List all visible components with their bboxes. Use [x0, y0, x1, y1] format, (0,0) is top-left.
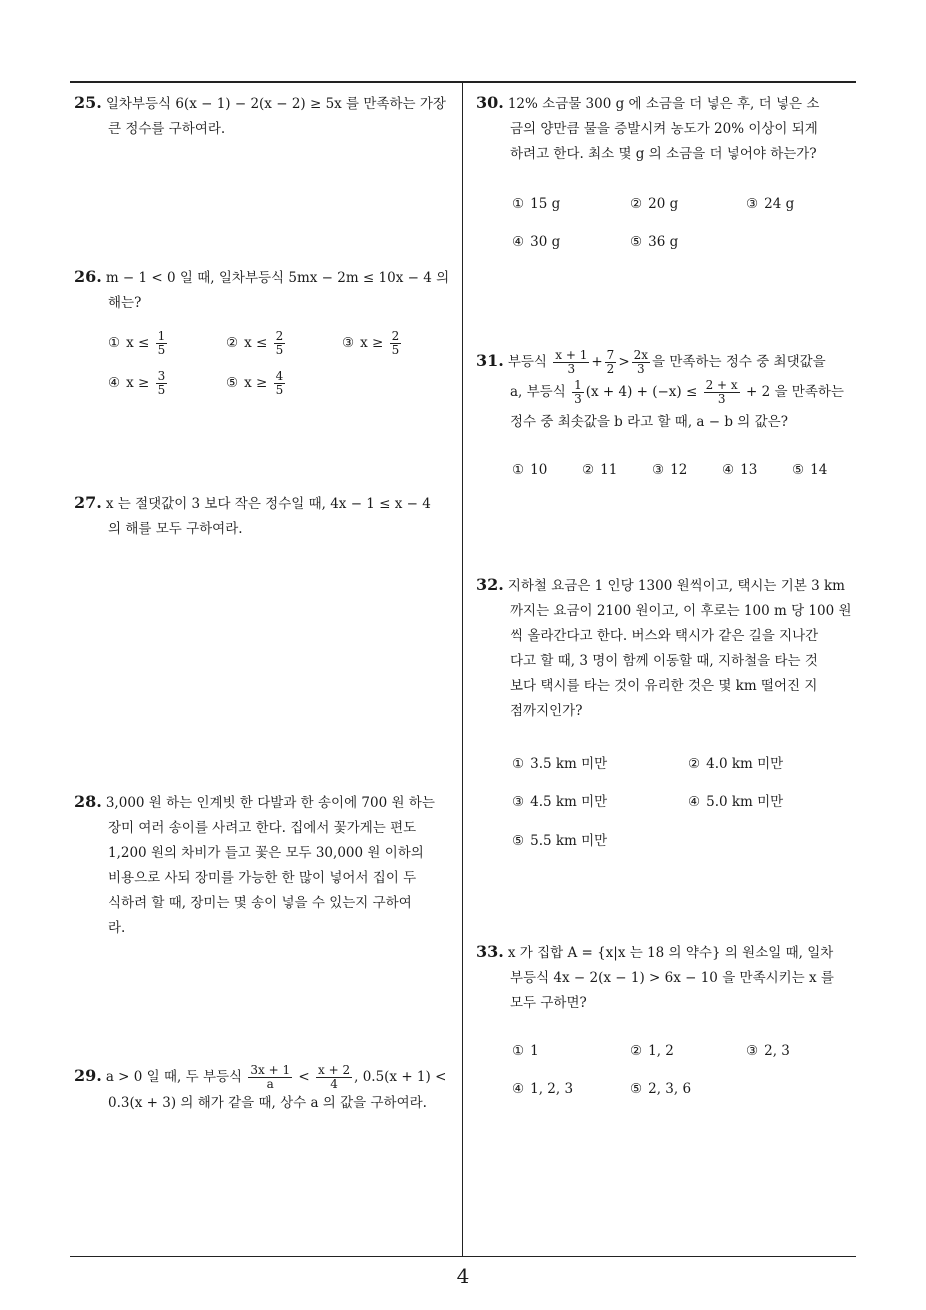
problem-26	[74, 264, 459, 316]
choice-1[interactable]	[108, 330, 169, 357]
problem-30-choices	[512, 196, 842, 256]
denominator: 3	[637, 362, 645, 376]
choice-1[interactable]	[512, 462, 547, 478]
problem-32	[476, 572, 861, 724]
fraction	[274, 330, 286, 357]
choice-mark: ②	[630, 196, 643, 212]
choice-text: 13	[740, 462, 758, 478]
problem-text: 하려고 한다. 최소 몇 g 의 소금을 더 넣어야 하는가?	[510, 146, 817, 162]
choice-text: 4.0 km 미만	[706, 756, 784, 772]
choice-4[interactable]	[108, 370, 169, 397]
denominator: 5	[157, 383, 166, 397]
problem-text: x 가 집합 A = {x|x 는 18 의 약수} 의 원소일 때, 일차	[507, 945, 834, 961]
problem-number: 31.	[476, 351, 504, 370]
choice-5[interactable]	[630, 234, 678, 250]
problem-25-stem	[74, 90, 459, 142]
problem-text: 부등식 4x − 2(x − 1) > 6x − 10 을 만족시키는 x 를	[510, 970, 834, 986]
choice-mark: ③	[746, 1043, 759, 1059]
choice-mark: ④	[512, 1081, 525, 1097]
choice-mark: ③	[746, 196, 759, 212]
choice-mark: ①	[108, 335, 121, 351]
fraction	[274, 370, 286, 397]
choice-mark: ①	[512, 196, 525, 212]
choice-mark: ⑤	[226, 375, 239, 391]
problem-text: 부등식	[507, 354, 547, 370]
problem-26-choices	[108, 330, 448, 410]
choice-5[interactable]	[512, 829, 607, 849]
numerator: x + 1	[555, 348, 588, 362]
choice-4[interactable]	[512, 1081, 573, 1097]
choice-mark: ⑤	[630, 1081, 643, 1097]
problem-text: 3,000 원 하는 인계빗 한 다발과 한 송이에 700 원 하는	[105, 795, 435, 811]
bottom-rule	[70, 1256, 856, 1257]
choice-1[interactable]	[512, 196, 560, 212]
denominator: 5	[391, 343, 400, 357]
problem-text: 의 해를 모두 구하여라.	[108, 521, 243, 537]
problem-text: 정수 중 최솟값을 b 라고 할 때, a − b 의 값은?	[510, 414, 788, 430]
choice-2[interactable]	[582, 462, 617, 478]
choice-mark: ③	[652, 462, 665, 478]
problem-text: 보다 택시를 타는 것이 유리한 것은 몇 km 떨어진 지	[510, 678, 818, 694]
choice-4[interactable]	[688, 790, 783, 810]
choice-mark: ④	[722, 462, 735, 478]
problem-text: 12% 소금물 300 g 에 소금을 더 넣은 후, 더 넣은 소	[507, 96, 820, 112]
problem-33-stem	[476, 939, 861, 1016]
numerator: 1	[157, 329, 166, 343]
problem-31-stem	[476, 346, 861, 437]
choice-text: 1	[530, 1043, 539, 1059]
problem-29-stem	[74, 1063, 459, 1116]
problem-32-stem	[476, 572, 861, 724]
choice-text: 2, 3, 6	[648, 1081, 692, 1097]
problem-29	[74, 1063, 459, 1116]
problem-26-stem	[74, 264, 459, 316]
problem-text: 해는?	[108, 295, 142, 311]
problem-33	[476, 939, 861, 1016]
choice-4[interactable]	[722, 462, 757, 478]
fraction	[572, 379, 584, 406]
numerator: 4	[275, 369, 284, 383]
problem-text: 을 만족하는 정수 중 최댓값을	[652, 354, 826, 370]
numerator: 2	[275, 329, 284, 343]
choice-text: 2, 3	[764, 1043, 790, 1059]
choice-mark: ②	[582, 462, 595, 478]
problem-31	[476, 346, 861, 437]
choice-mark: ①	[512, 756, 525, 772]
problem-30-stem	[476, 90, 856, 167]
choice-mark: ②	[630, 1043, 643, 1059]
choice-2[interactable]	[226, 330, 287, 357]
denominator: 3	[567, 362, 576, 376]
problem-30	[476, 90, 856, 167]
choice-2[interactable]	[630, 196, 678, 212]
numerator: 3	[157, 369, 166, 383]
choice-2[interactable]	[688, 752, 783, 772]
choice-3[interactable]	[512, 790, 607, 810]
problem-text: 모두 구하면?	[510, 995, 587, 1011]
denominator: a	[266, 1077, 274, 1091]
problem-25	[74, 90, 459, 142]
choice-1[interactable]	[512, 1043, 539, 1059]
choice-1[interactable]	[512, 752, 607, 772]
choice-5[interactable]	[630, 1081, 691, 1097]
page-number: 4	[456, 1264, 470, 1288]
problem-27-stem	[74, 490, 459, 542]
numerator: 2x	[633, 348, 649, 362]
problem-text: a, 부등식	[510, 384, 566, 400]
numerator: 3x + 1	[250, 1063, 291, 1077]
denominator: 5	[157, 343, 166, 357]
fraction	[248, 1064, 292, 1091]
problem-number: 27.	[74, 493, 102, 512]
numerator: 1	[574, 378, 582, 392]
column-divider	[462, 82, 463, 1257]
choice-lhs: x ≤	[126, 335, 150, 351]
problem-number: 25.	[74, 93, 102, 112]
problem-text: a > 0 일 때, 두 부등식	[105, 1069, 243, 1085]
problem-31-choices	[512, 462, 852, 486]
choice-3[interactable]	[342, 330, 403, 357]
problem-number: 26.	[74, 267, 102, 286]
problem-28-stem	[74, 789, 459, 941]
choice-mark: ①	[512, 1043, 525, 1059]
choice-text: 30 g	[530, 234, 561, 250]
denominator: 5	[275, 343, 284, 357]
choice-text: 5.0 km 미만	[706, 794, 784, 810]
problem-text: 0.3(x + 3) 의 해가 같을 때, 상수 a 의 값을 구하여라.	[108, 1095, 427, 1111]
problem-text: <	[298, 1069, 310, 1085]
numerator: x + 2	[318, 1063, 351, 1077]
choice-lhs: x ≥	[360, 335, 384, 351]
choice-text: 14	[810, 462, 828, 478]
problem-number: 30.	[476, 93, 504, 112]
problem-text-line	[476, 377, 861, 407]
fraction	[553, 349, 589, 376]
problem-32-choices	[512, 752, 842, 852]
choice-lhs: x ≤	[244, 335, 268, 351]
choice-3[interactable]	[746, 196, 794, 212]
choice-2[interactable]	[630, 1043, 674, 1059]
problem-text: + 2 을 만족하는	[745, 384, 844, 400]
choice-lhs: x ≥	[126, 375, 150, 391]
fraction	[390, 330, 402, 357]
problem-text: >	[618, 354, 630, 370]
problem-text: x 는 절댓값이 3 보다 작은 정수일 때, 4x − 1 ≤ x − 4	[105, 496, 431, 512]
choice-text: 10	[530, 462, 548, 478]
choice-mark: ③	[512, 794, 525, 810]
choice-mark: ③	[342, 335, 355, 351]
problem-number: 33.	[476, 942, 504, 961]
problem-text: 라.	[108, 920, 126, 936]
denominator: 4	[330, 1077, 338, 1091]
choice-text: 4.5 km 미만	[530, 794, 608, 810]
fraction	[704, 379, 740, 406]
problem-27	[74, 490, 459, 542]
problem-text: 까지는 요금이 2100 원이고, 이 후로는 100 m 당 100 원	[510, 603, 852, 619]
choice-text: 12	[670, 462, 688, 478]
choice-text: 20 g	[648, 196, 679, 212]
choice-mark: ⑤	[630, 234, 643, 250]
problem-number: 32.	[476, 575, 504, 594]
choice-mark: ①	[512, 462, 525, 478]
problem-text: 1,200 원의 차비가 들고 꽃은 모두 30,000 원 이하의	[108, 845, 424, 861]
choice-5[interactable]	[226, 370, 287, 397]
choice-3[interactable]	[652, 462, 687, 478]
problem-text: 금의 양만큼 물을 증발시켜 농도가 20% 이상이 되게	[510, 121, 818, 137]
problem-text: +	[591, 354, 603, 370]
numerator: 2	[391, 329, 400, 343]
problem-text: 점까지인가?	[510, 703, 583, 719]
problem-text: 일차부등식 6(x − 1) − 2(x − 2) ≥ 5x 를 만족하는 가장	[105, 96, 446, 112]
problem-33-choices	[512, 1043, 842, 1103]
problem-text: 큰 정수를 구하여라.	[108, 121, 226, 137]
top-rule	[70, 81, 856, 83]
choice-text: 1, 2, 3	[530, 1081, 574, 1097]
choice-3[interactable]	[746, 1043, 790, 1059]
choice-mark: ②	[688, 756, 701, 772]
problem-text: m − 1 < 0 일 때, 일차부등식 5mx − 2m ≤ 10x − 4 의	[105, 270, 450, 286]
problem-text: 지하철 요금은 1 인당 1300 원씩이고, 택시는 기본 3 km	[507, 578, 845, 594]
choice-mark: ②	[226, 335, 239, 351]
fraction	[632, 349, 650, 376]
choice-mark: ⑤	[512, 833, 525, 849]
denominator: 3	[574, 392, 582, 406]
choice-4[interactable]	[512, 234, 560, 250]
problem-number: 29.	[74, 1066, 102, 1085]
choice-mark: ⑤	[792, 462, 805, 478]
problem-text: 식하려 할 때, 장미는 몇 송이 넣을 수 있는지 구하여	[108, 895, 412, 911]
numerator: 2 + x	[705, 378, 738, 392]
choice-text: 1, 2	[648, 1043, 674, 1059]
numerator: 7	[606, 348, 615, 362]
choice-5[interactable]	[792, 462, 827, 478]
problem-text: , 0.5(x + 1) <	[354, 1069, 447, 1085]
problem-28	[74, 789, 459, 941]
denominator: 5	[275, 383, 284, 397]
choice-text: 3.5 km 미만	[530, 756, 608, 772]
choice-text: 5.5 km 미만	[530, 833, 608, 849]
choice-text: 15 g	[530, 196, 561, 212]
choice-text: 36 g	[648, 234, 679, 250]
fraction	[156, 330, 168, 357]
problem-number: 28.	[74, 792, 102, 811]
denominator: 2	[606, 362, 615, 376]
choice-text: 24 g	[764, 196, 795, 212]
problem-text: 비용으로 사되 장미를 가능한 한 많이 넣어서 집이 두	[108, 870, 417, 886]
problem-text: (x + 4) + (−x) ≤	[585, 384, 698, 400]
choice-lhs: x ≥	[244, 375, 268, 391]
fraction	[605, 349, 617, 376]
problem-text: 장미 여러 송이를 사려고 한다. 집에서 꽃가게는 편도	[108, 820, 417, 836]
choice-mark: ④	[688, 794, 701, 810]
denominator: 3	[717, 392, 726, 406]
choice-text: 11	[600, 462, 618, 478]
choice-mark: ④	[512, 234, 525, 250]
problem-text: 씩 올라간다고 한다. 버스와 택시가 같은 길을 지나간	[510, 628, 819, 644]
fraction	[316, 1064, 352, 1091]
problem-text: 다고 할 때, 3 명이 함께 이동할 때, 지하철을 타는 것	[510, 653, 818, 669]
fraction	[156, 370, 168, 397]
choice-mark: ④	[108, 375, 121, 391]
